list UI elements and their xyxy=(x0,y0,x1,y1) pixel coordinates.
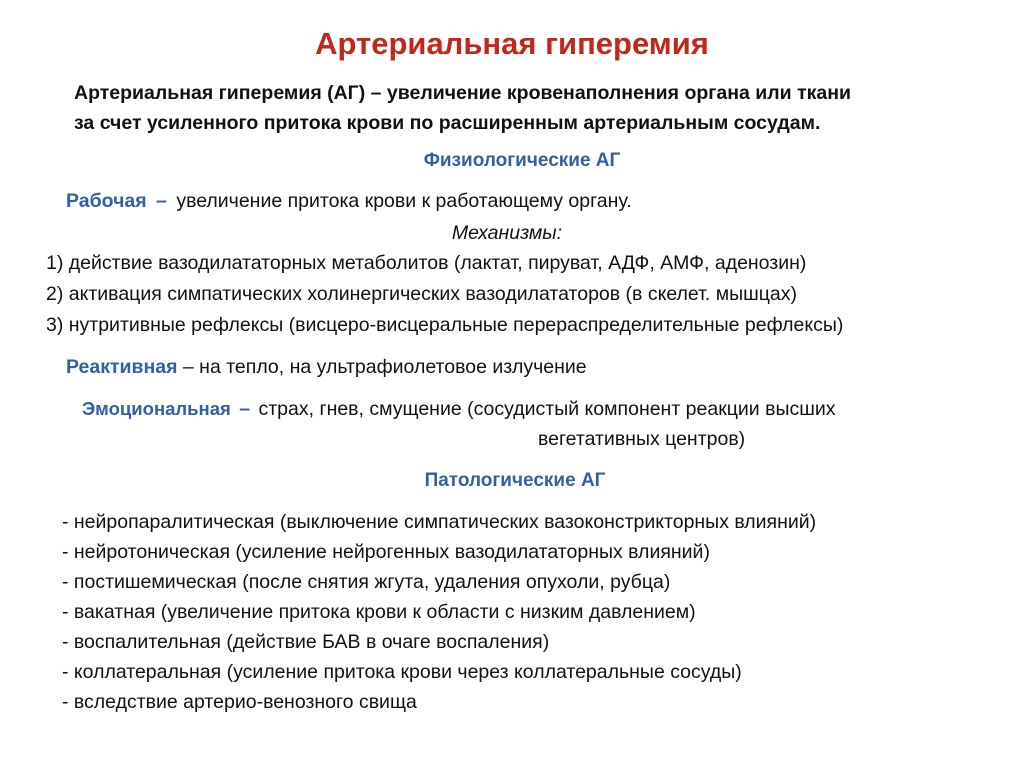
emotional-dash: – xyxy=(239,398,251,420)
working-hyperemia-line xyxy=(66,190,632,213)
list-item: - постишемическая (после снятия жгута, удаления опухоли, рубца) xyxy=(62,571,671,593)
mechanism-item: 1) действие вазодилататорных метаболитов (лактат, пируват, АДФ, АМФ, аденозин) xyxy=(46,252,807,274)
slide-title: Артериальная гиперемия xyxy=(315,26,709,61)
working-dash: – xyxy=(156,190,167,212)
physiological-heading xyxy=(0,150,1024,172)
working-term: Рабочая xyxy=(66,190,147,212)
definition-line-2: за счет усиленного притока крови по расширенным артериальным сосудам. xyxy=(74,112,821,134)
list-item: - нейротоническая (усиление нейрогенных вазодилататорных влияний) xyxy=(62,541,710,563)
reactive-term: Реактивная xyxy=(66,356,178,378)
list-item: - воспалительная (действие БАВ в очаге воспаления) xyxy=(62,631,550,653)
definition-line-1: Артериальная гиперемия (АГ) – увеличение кровенаполнения органа или ткани xyxy=(74,82,851,104)
list-item: - коллатеральная (усиление притока крови через коллатеральные сосуды) xyxy=(62,661,742,683)
emotional-hyperemia-line xyxy=(82,398,836,421)
mechanism-item: 3) нутритивные рефлексы (висцеро-висцеральные перераспределительные рефлексы) xyxy=(46,314,844,336)
list-item: - вакатная (увеличение притока крови к области с низким давлением) xyxy=(62,601,696,623)
pathological-heading-text: Патологические АГ xyxy=(424,470,606,491)
list-item: - нейропаралитическая (выключение симпатических вазоконстрикторных влияний) xyxy=(62,511,817,533)
physiological-heading-text: Физиологические АГ xyxy=(423,150,621,171)
mechanisms-label-row xyxy=(0,222,1024,245)
mechanisms-label: Механизмы: xyxy=(451,222,563,244)
reactive-hyperemia-line xyxy=(66,356,587,379)
working-text: увеличение притока крови к работающему органу. xyxy=(176,190,632,212)
mechanism-item: 2) активация симпатических холинергических вазодилататоров (в скелет. мышцах) xyxy=(46,283,798,305)
pathological-heading xyxy=(0,470,1024,492)
emotional-text-continued: вегетативных центров) xyxy=(538,428,746,450)
reactive-text: – на тепло, на ультрафиолетовое излучение xyxy=(177,356,587,378)
emotional-term: Эмоциональная xyxy=(82,398,231,419)
list-item: - вследствие артерио-венозного свища xyxy=(62,691,417,713)
emotional-text: страх, гнев, смущение (сосудистый компонент реакции высших xyxy=(258,398,836,420)
